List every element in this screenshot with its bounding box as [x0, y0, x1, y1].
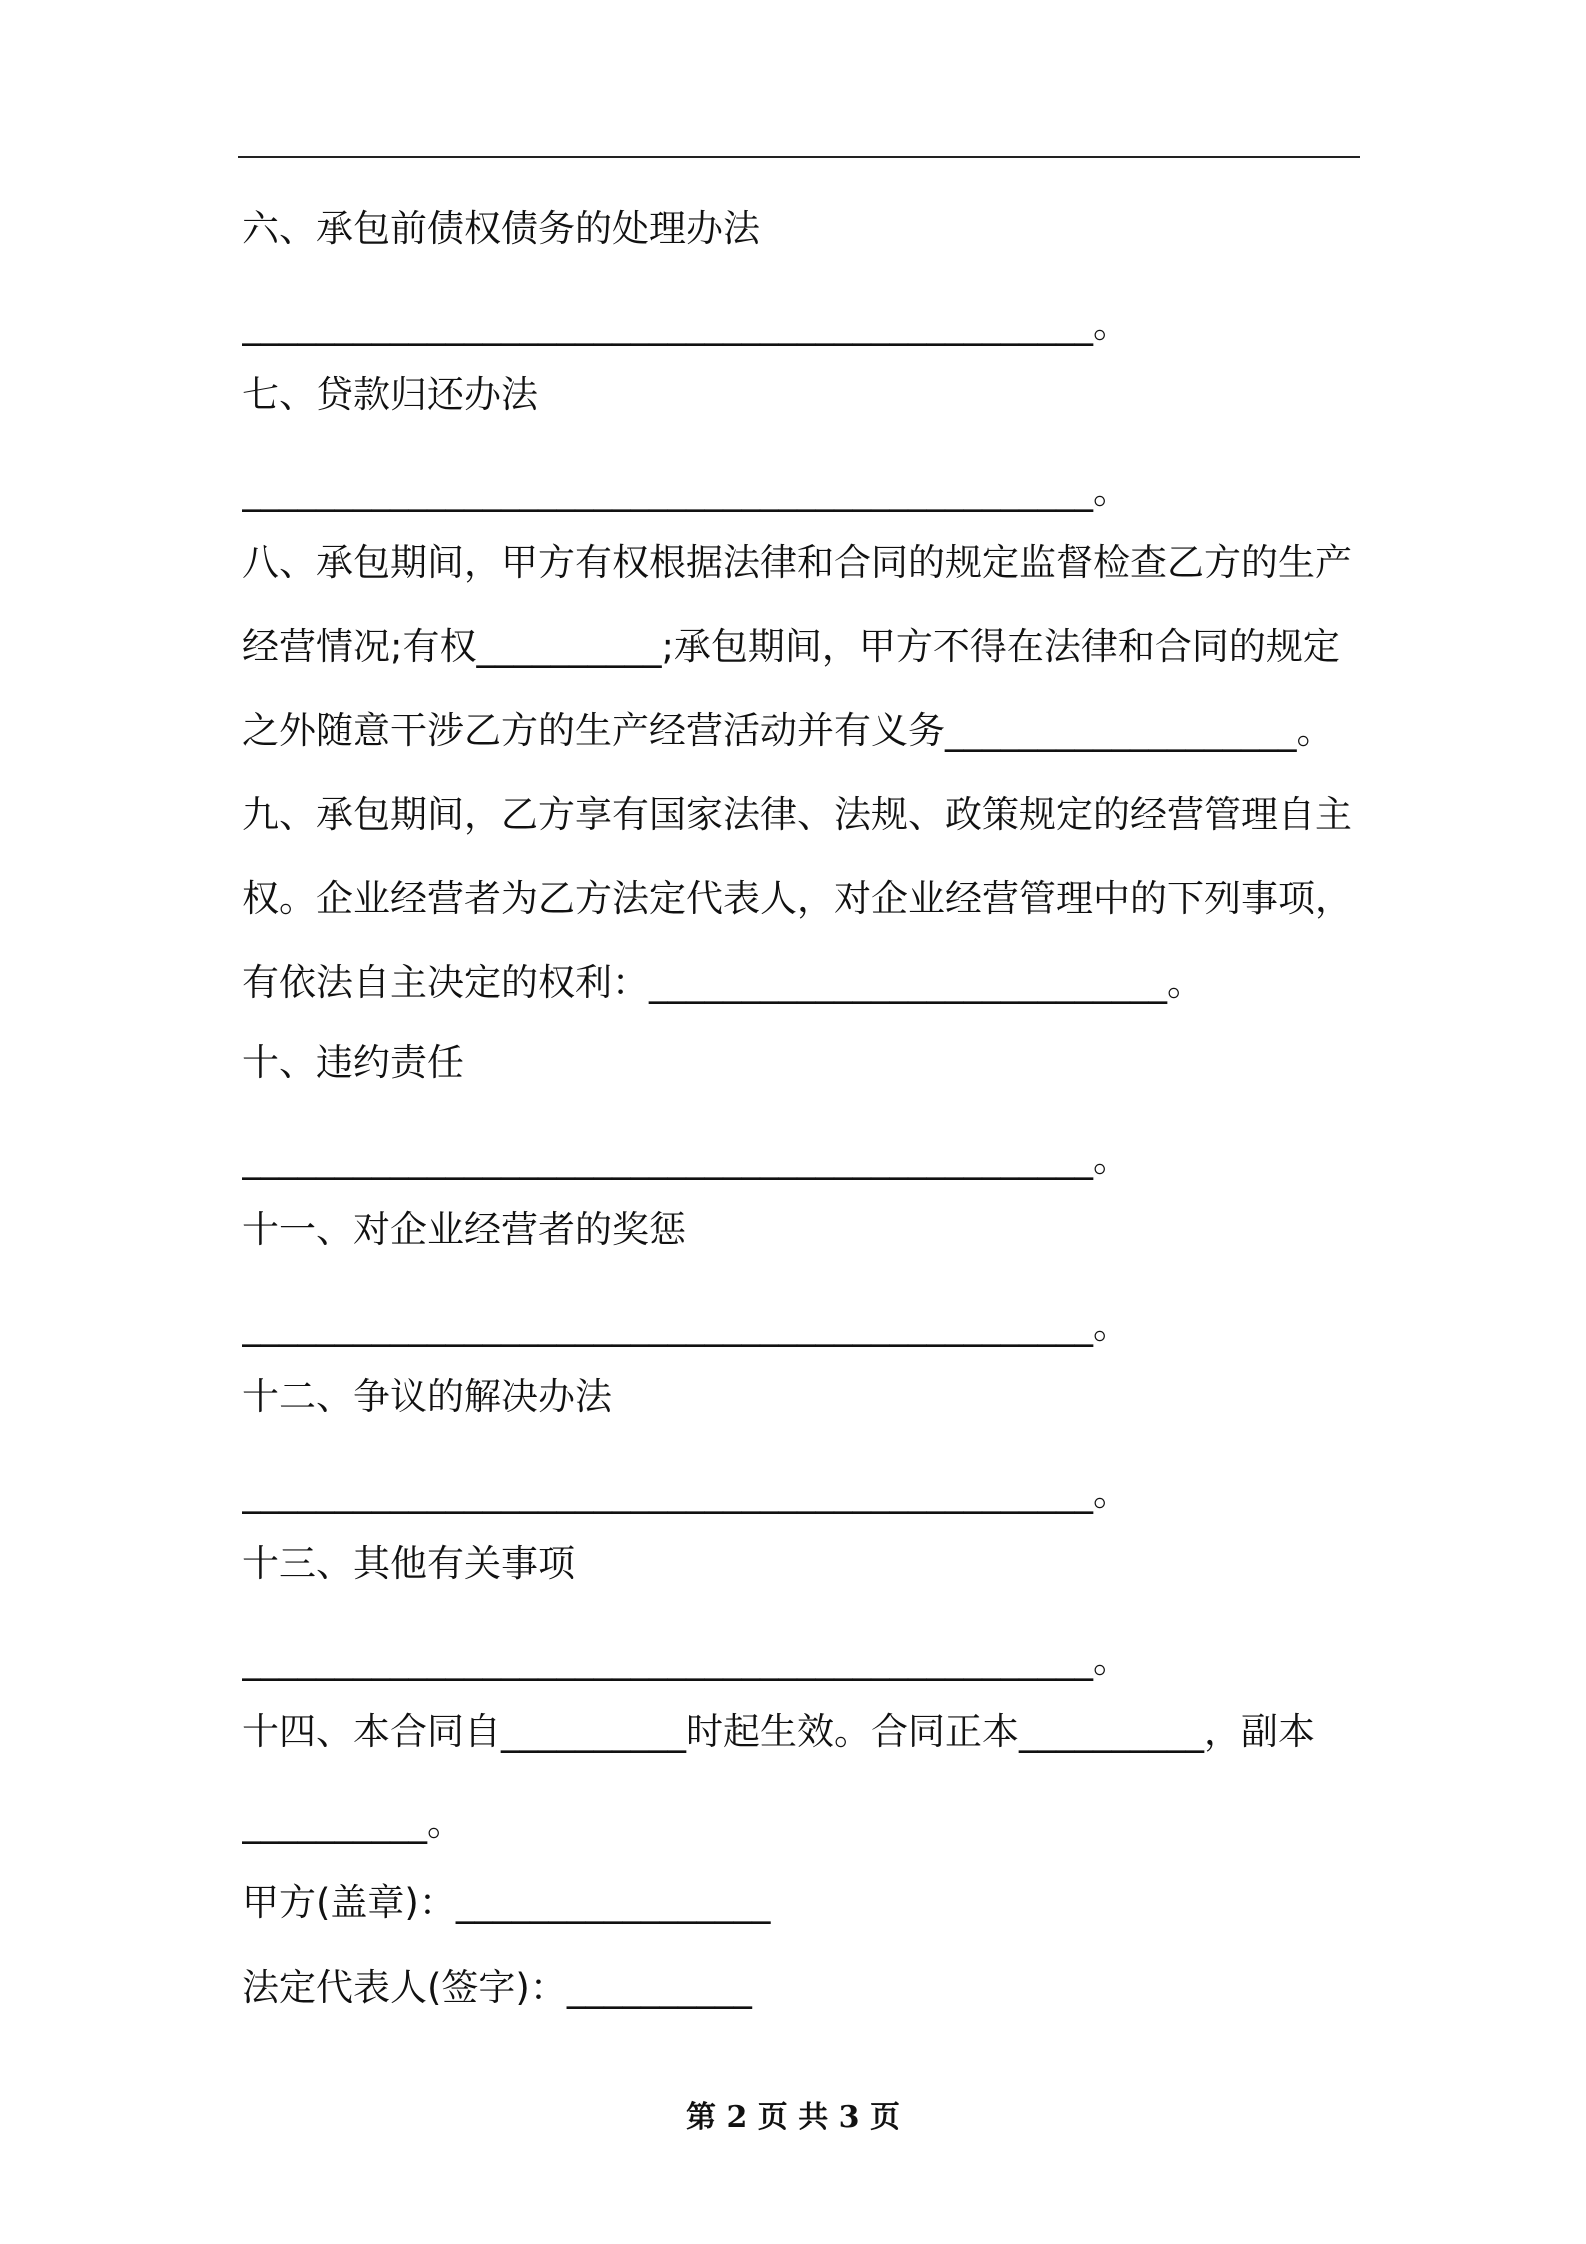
clause-9-line-2: 权。企业经营者为乙方法定代表人，对企业经营管理中的下列事项， [242, 877, 1352, 920]
clause-9-line-1: 九、承包期间，乙方享有国家法律、法规、政策规定的经营管理自主 [242, 793, 1352, 836]
clause-10-heading: 十、违约责任 [242, 1041, 464, 1084]
clause-13-blank: ______________________________________________。 [242, 1638, 1130, 1681]
clause-8-line-1: 八、承包期间，甲方有权根据法律和合同的规定监督检查乙方的生产 [242, 541, 1352, 584]
clause-12-heading: 十二、争议的解决办法 [242, 1375, 612, 1418]
clause-6-blank: ______________________________________________。 [242, 303, 1130, 346]
clause-6-heading: 六、承包前债权债务的处理办法 [242, 207, 760, 250]
clause-11-heading: 十一、对企业经营者的奖惩 [242, 1208, 686, 1251]
party-a-seal-line: 甲方(盖章)：_________________ [242, 1881, 771, 1924]
header-rule [238, 156, 1360, 158]
clause-14-line-2: __________。 [242, 1801, 464, 1844]
clause-8-line-2: 经营情况;有权__________;承包期间，甲方不得在法律和合同的规定 [242, 625, 1340, 668]
clause-8-line-3: 之外随意干涉乙方的生产经营活动并有义务___________________。 [242, 709, 1334, 752]
clause-13-heading: 十三、其他有关事项 [242, 1542, 575, 1585]
clause-14-line-1: 十四、本合同自__________时起生效。合同正本__________，副本 [242, 1710, 1315, 1753]
clause-7-blank: ______________________________________________。 [242, 469, 1130, 512]
legal-representative-signature-line: 法定代表人(签字)：__________ [242, 1966, 752, 2009]
clause-12-blank: ______________________________________________。 [242, 1471, 1130, 1514]
clause-10-blank: ______________________________________________。 [242, 1137, 1130, 1180]
clause-9-line-3: 有依法自主决定的权利：____________________________。 [242, 961, 1204, 1004]
clause-11-blank: ______________________________________________。 [242, 1304, 1130, 1347]
page-number-footer: 第 2 页 共 3 页 [686, 2100, 900, 2135]
clause-7-heading: 七、贷款归还办法 [242, 373, 538, 416]
